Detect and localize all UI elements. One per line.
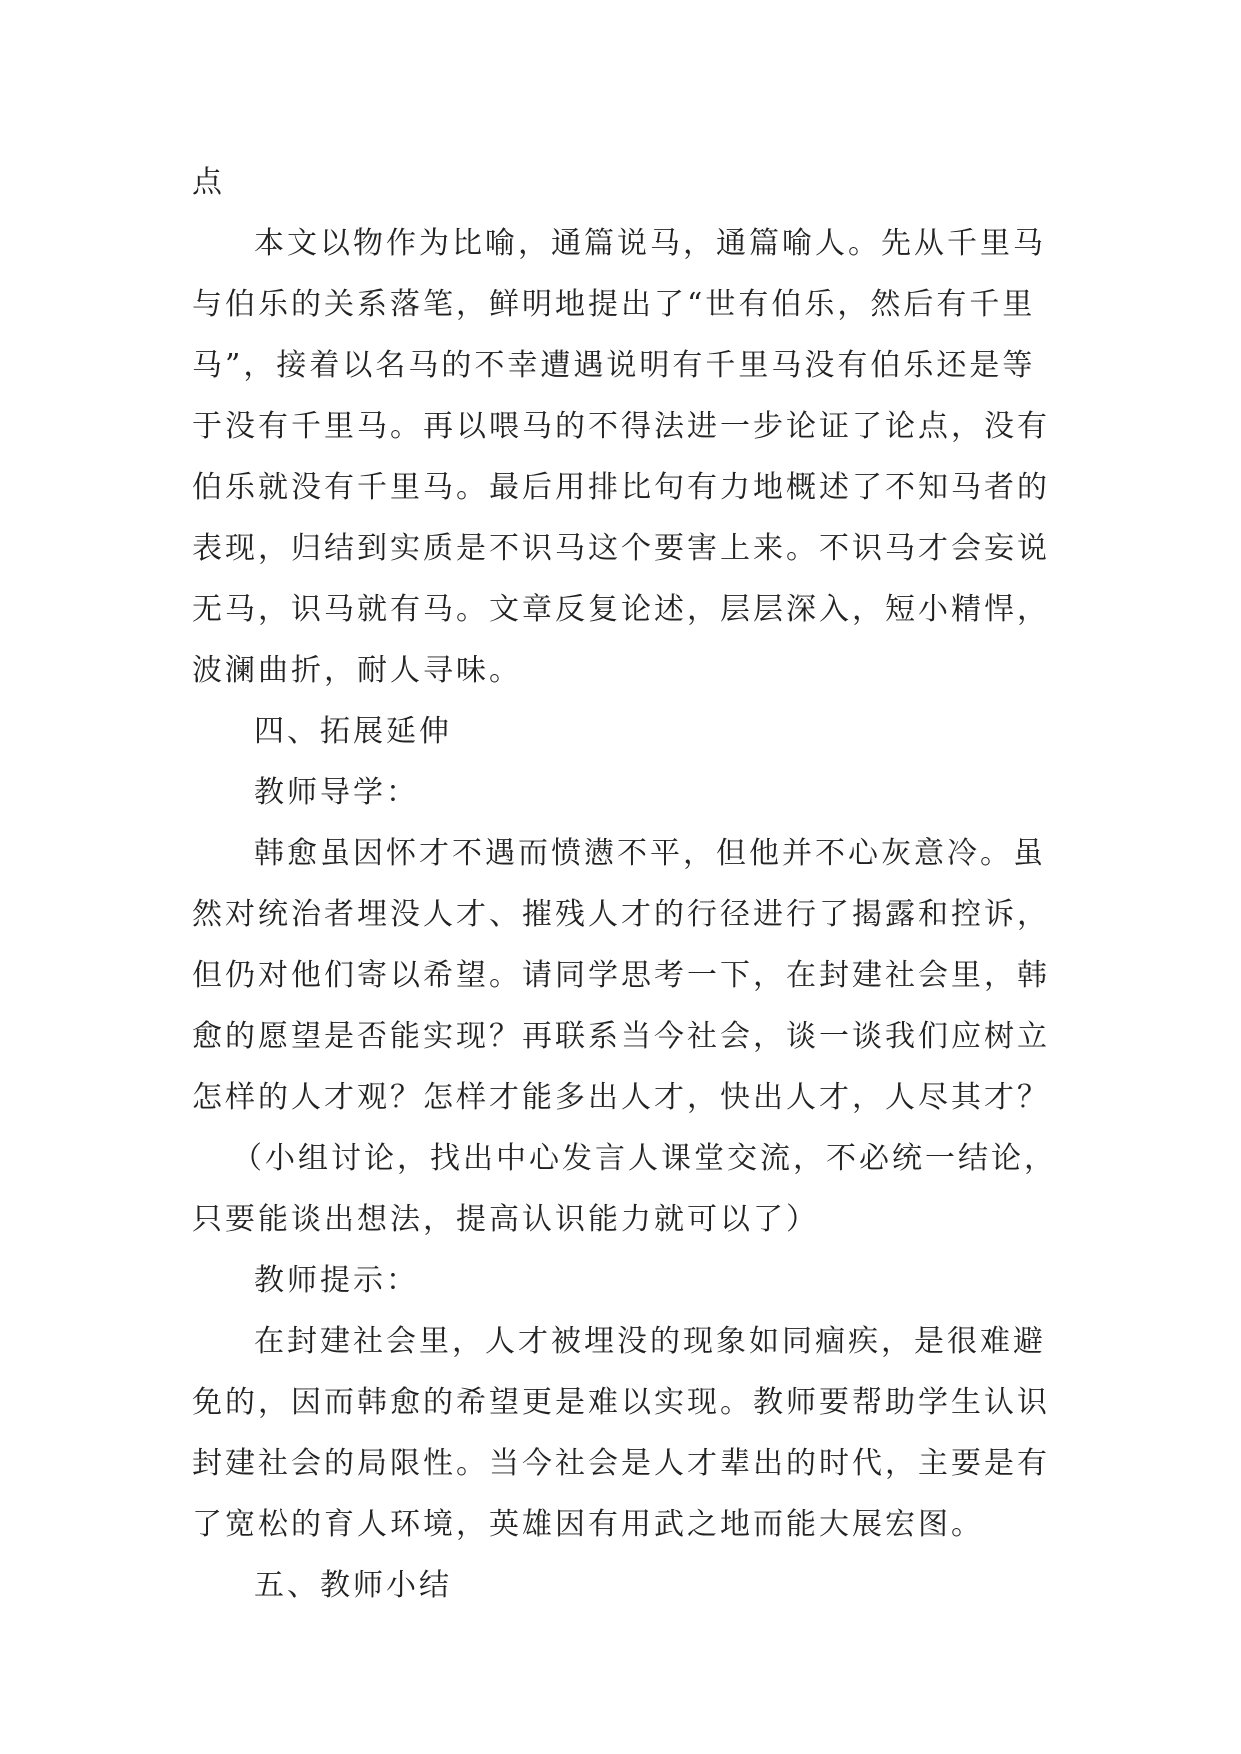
- text-line: 于没有千里马。再以喂马的不得法进一步论证了论点，没有: [192, 409, 1050, 444]
- text-line: 表现，归结到实质是不识马这个要害上来。不识马才会妄说: [192, 531, 1050, 566]
- text-line: 愈的愿望是否能实现？再联系当今社会，谈一谈我们应树立: [192, 1019, 1050, 1054]
- paragraph-start-line: 韩愈虽因怀才不遇而愤懑不平，但他并不心灰意冷。虽: [254, 836, 1046, 871]
- text-line: 怎样的人才观？怎样才能多出人才，快出人才，人尽其才？: [192, 1080, 1050, 1115]
- text-line: 马”，接着以名马的不幸遭遇说明有千里马没有伯乐还是等: [192, 348, 1036, 383]
- subheading: 教师导学：: [254, 775, 419, 810]
- text-line: 但仍对他们寄以希望。请同学思考一下，在封建社会里，韩: [192, 958, 1050, 993]
- text-line: 只要能谈出想法，提高认识能力就可以了）: [192, 1202, 819, 1237]
- document-page: [192, 152, 1057, 1616]
- paragraph-start-line: 在封建社会里，人才被埋没的现象如同痼疾，是很难避: [254, 1324, 1046, 1359]
- paragraph-start-line: 本文以物作为比喻，通篇说马，通篇喻人。先从千里马: [254, 226, 1046, 261]
- text-line: 免的，因而韩愈的希望更是难以实现。教师要帮助学生认识: [192, 1385, 1050, 1420]
- text-line: 波澜曲折，耐人寻味。: [192, 653, 522, 688]
- text-line: 无马，识马就有马。文章反复论述，层层深入，短小精悍，: [192, 592, 1050, 627]
- paragraph-start-line: （小组讨论，找出中心发言人课堂交流，不必统一结论，: [232, 1141, 1057, 1176]
- text-line: 点: [192, 165, 225, 200]
- subheading: 教师提示：: [254, 1263, 419, 1298]
- text-line: 与伯乐的关系落笔，鲜明地提出了“世有伯乐，然后有千里: [192, 287, 1036, 322]
- text-line: 封建社会的局限性。当今社会是人才辈出的时代，主要是有: [192, 1446, 1050, 1481]
- text-line: 了宽松的育人环境，英雄因有用武之地而能大展宏图。: [192, 1507, 984, 1542]
- section-heading: 四、拓展延伸: [254, 714, 452, 749]
- text-line: 然对统治者埋没人才、摧残人才的行径进行了揭露和控诉，: [192, 897, 1050, 932]
- text-line: 伯乐就没有千里马。最后用排比句有力地概述了不知马者的: [192, 470, 1050, 505]
- section-heading: 五、教师小结: [254, 1568, 452, 1603]
